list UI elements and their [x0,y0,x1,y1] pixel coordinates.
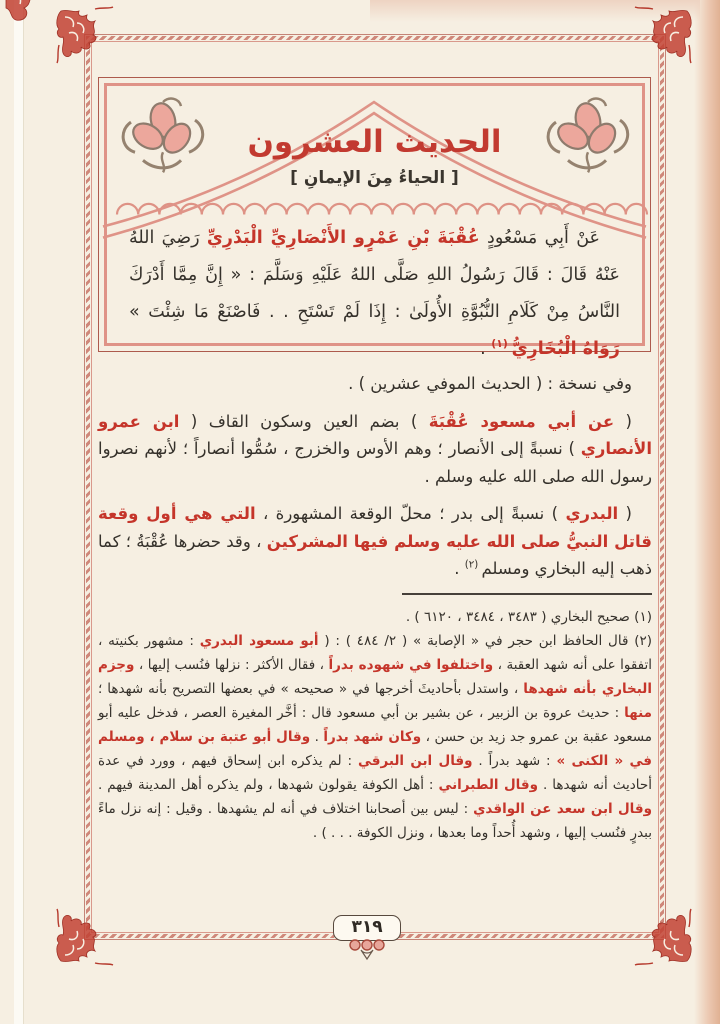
highlighted-text: وجزم البخاري بأنه شهدها [98,656,652,697]
highlighted-text: رَوَاهُ الْبُخَارِيُّ [511,339,620,359]
facing-page-ornament-fragment [0,0,40,34]
chapter-subtitle: [ الحياءُ مِنَ الإيمانِ ] [290,168,459,188]
footnote-separator [402,593,652,595]
highlighted-text: عن أبي مسعود عُقْبَةَ [428,411,615,431]
text-segment: (١) صحيح البخاري ( ٣٤٨٣ ، ٣٤٨٤ ، ٦١٢٠ ) . [405,608,652,625]
highlighted-text: وكان شهد بدراً [323,728,422,745]
text-segment: ، وقد حضرها عُقْبَةُ ؛ كما ذهب إليه البخاري ومسلم [98,531,652,578]
highlighted-text: منها [624,704,652,721]
text-segment: ) نسبةً إلى الأنصار ؛ وهم الأوس والخزرج ، سُمُّوا أنصاراً ؛ لأنهم نصروا رسول الله صلى الله عليه وسلم . [98,439,652,486]
highlighted-text: وقال ابن سعد عن الواقدي [473,800,652,817]
text-segment: عَنْ أَبِي مَسْعُودٍ [479,228,600,248]
text-segment: رَضِيَ اللهُ عَنْهُ قَالَ : قَالَ رَسُولُ اللهِ صَلَّى اللهُ عَلَيْهِ وَسَلَّمَ : « إِنَّ مِمَّا أَدْرَكَ النَّاسُ مِنْ كَلَامِ النُّبُوَّةِ الأُولَىٰ : إِذَا لَمْ تَسْتَحِ . . فَاصْنَعْ مَا شِئْتَ » [129,228,620,322]
footnotes-section [98,605,652,845]
corner-ornament-top-right-icon [631,3,695,67]
commentary-paragraph-1 [98,408,652,491]
text-segment: : لم يذكره ابن إسحاق فيهم ، وورد في عدة أحاديث أنه شهدها . [98,752,652,793]
highlighted-text: (١) [491,337,512,351]
text-segment: ، فقال الأكثر : نزلها فنُسب إليها ، [134,656,329,673]
page-number-cartouche [14,915,720,961]
hadith-box-inner-frame [104,83,645,359]
text-segment: : ليس بين أصحابنا اختلاف في أنه لم يشهدها . وقيل : إنه نزل ماءً ببدرٍ فنُسب إليها ، وشهد أُحداً وما بعدها ، ونزل الكوفة . . . ) . [98,800,652,841]
text-segment: . [310,728,324,745]
commentary-body [98,370,652,845]
hadith-text [129,220,620,368]
text-segment: . [480,339,492,359]
version-note-paragraph [98,370,652,398]
text-segment: : مشهور بكنيته ، اتفقوا على أنه شهد العقبة ، [98,632,653,673]
highlighted-text: وقال أبو عتبة بن سلام ، ومسلم في « الكنى » [98,728,652,769]
text-segment: : شهد بدراً . [472,752,557,769]
text-segment: ، واستدل بأحاديثَ أخرجها في « صحيحه » في بعضها التصريح بأنه شهدها ؛ [98,680,524,697]
book-page-scan [14,0,720,1024]
text-segment: (٢) قال الحافظ ابن حجر في « الإصابة » ( ٢/ ٤٨٤ ) : ( [318,632,653,649]
highlighted-text: واختلفوا في شهوده بدراً [328,656,494,673]
text-segment: ) بضم العين وسكون القاف ( [179,411,429,431]
text-segment: وفي نسخة : ( الحديث الموفي عشرين ) . [348,374,632,393]
text-segment: ( [618,504,632,523]
text-segment: (٢) [464,559,482,571]
highlighted-text: التي هي أول وقعة قاتل النبيُّ صلى الله عليه وسلم فيها المشركين [98,504,652,551]
corner-ornament-top-left-icon [53,3,117,67]
footnote-item-2 [98,629,652,845]
highlighted-text: وقال ابن البرقي [357,752,473,769]
chapter-title: الحديث العشرون [247,124,502,160]
text-segment: : أهل الكوفة يقولون شهدها ، ولم يذكره أهل المدينة فيهم . [98,776,439,793]
page-number-ornament-icon [343,939,391,961]
page-number: ٣١٩ [333,915,400,941]
text-segment: : حديث عروة بن الزبير ، عن بشير بن أبي مسعود قال : أخَّر المغيرة العصر ، فدخل عليه أبو مسعود عقبة بن عمرو جد زيد بن حسن ، [98,704,653,745]
text-segment: . [454,559,465,578]
text-segment: ) نسبةً إلى بدر ؛ محلّ الوقعة المشهورة ، [255,504,566,523]
scan-left-edge [14,0,24,1024]
highlighted-text: البدري [565,504,619,523]
commentary-paragraph-2 [98,500,652,583]
text-segment: ( [614,411,632,431]
highlighted-text: ابن عمرو الأنصاري [98,411,652,458]
scan-right-page-shadow [694,0,720,1024]
footnote-item-1 [98,605,652,629]
highlighted-text: عُقْبَةَ بْنِ عَمْرٍو الأَنْصَارِيِّ الْبَدْرِيِّ [206,228,480,248]
highlighted-text: أبو مسعود البدري [199,632,319,649]
highlighted-text: وقال الطبراني [438,776,538,793]
hadith-box [98,77,651,359]
